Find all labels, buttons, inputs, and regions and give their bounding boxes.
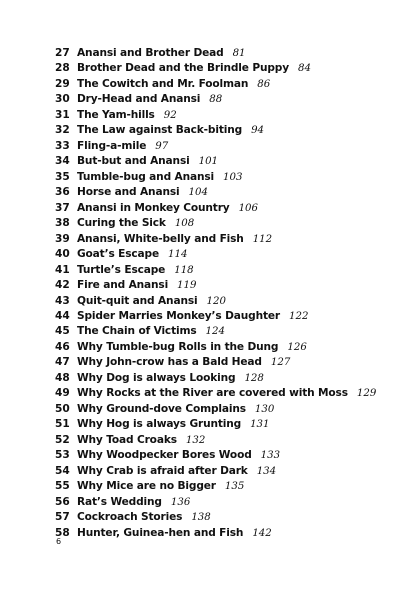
page-number: 138	[191, 512, 211, 524]
page-number: 127	[270, 357, 291, 369]
table-of-contents	[55, 47, 376, 542]
toc-entry	[55, 418, 376, 433]
toc-entry	[55, 403, 376, 418]
story-title: Why Ground-dove Complains	[77, 402, 246, 415]
story-title: Why Toad Croaks	[77, 433, 177, 446]
toc-entry	[55, 480, 376, 495]
story-title: Anansi in Monkey Country	[77, 201, 230, 214]
toc-entry	[55, 248, 376, 263]
page-number: 130	[254, 403, 275, 415]
story-number: 34	[55, 155, 70, 168]
story-number: 56	[55, 495, 70, 508]
story-title: Quit-quit and Anansi	[77, 294, 198, 307]
story-number: 55	[55, 480, 70, 493]
page-number: 106	[238, 202, 259, 214]
folio-page-number: 6	[56, 537, 62, 546]
story-number: 30	[55, 93, 70, 106]
story-number: 50	[55, 402, 70, 415]
toc-entry	[55, 310, 376, 325]
toc-entry	[55, 171, 376, 186]
toc-entry	[55, 356, 376, 371]
toc-entry	[55, 295, 376, 310]
page-number: 128	[244, 372, 264, 384]
story-title: Why Hog is always Grunting	[77, 418, 242, 431]
page-number: 134	[256, 465, 277, 477]
story-number: 28	[55, 62, 70, 75]
page-number: 136	[170, 496, 191, 508]
page-number: 126	[287, 341, 307, 353]
story-number: 44	[55, 309, 70, 322]
toc-entry	[55, 62, 376, 77]
story-number: 29	[55, 77, 70, 90]
story-number: 40	[55, 248, 70, 261]
toc-entry	[55, 109, 376, 124]
toc-entry	[55, 527, 376, 542]
page-number: 86	[257, 78, 271, 90]
story-title: Tumble-bug and Anansi	[77, 170, 215, 183]
story-number: 27	[55, 47, 70, 59]
page-number: 118	[174, 264, 194, 276]
story-title: Hunter, Guinea-hen and Fish	[77, 526, 244, 539]
toc-entry	[55, 93, 376, 108]
toc-entry	[55, 217, 376, 232]
page-number: 112	[252, 233, 273, 245]
page-number: 92	[163, 109, 177, 121]
story-title: Why Mice are no Bigger	[77, 480, 216, 493]
page-number: 103	[223, 171, 243, 183]
story-number: 33	[55, 139, 70, 152]
page-number: 119	[177, 280, 197, 292]
story-number: 37	[55, 201, 70, 214]
story-number: 36	[55, 186, 70, 199]
story-title: Rat’s Wedding	[77, 495, 162, 508]
story-title: The Cowitch and Mr. Foolman	[77, 77, 249, 90]
page-number: 122	[289, 310, 309, 322]
story-number: 42	[55, 279, 70, 292]
toc-entry	[55, 434, 376, 449]
story-number: 52	[55, 433, 70, 446]
story-title: Turtle’s Escape	[77, 263, 166, 276]
page-number: 94	[251, 125, 265, 137]
story-title: The Yam-hills	[77, 108, 155, 121]
toc-entry	[55, 47, 376, 62]
page-number: 132	[185, 434, 206, 446]
page-number: 114	[168, 249, 188, 261]
story-title: Anansi and Brother Dead	[77, 47, 224, 59]
story-number: 43	[55, 294, 70, 307]
story-title: Curing the Sick	[77, 217, 166, 230]
story-number: 49	[55, 387, 70, 400]
story-title: Why Rocks at the River are covered with Moss	[77, 387, 348, 400]
toc-entry	[55, 496, 376, 511]
toc-entry	[55, 449, 376, 464]
toc-entry	[55, 387, 376, 402]
story-title: The Law against Back-biting	[77, 124, 243, 137]
story-title: But-but and Anansi	[77, 155, 190, 168]
story-title: Goat’s Escape	[77, 248, 159, 261]
page-number: 97	[155, 140, 169, 152]
story-number: 45	[55, 325, 70, 338]
story-title: Why Dog is always Looking	[77, 371, 236, 384]
toc-entry	[55, 372, 376, 387]
story-number: 41	[55, 263, 70, 276]
page-number: 108	[174, 218, 195, 230]
toc-entry	[55, 233, 376, 248]
toc-entry	[55, 264, 376, 279]
story-title: Cockroach Stories	[77, 511, 183, 524]
toc-entry	[55, 155, 376, 170]
toc-entry	[55, 124, 376, 139]
story-title: The Chain of Victims	[77, 325, 197, 338]
page-number: 101	[198, 156, 219, 168]
page-number: 81	[232, 48, 246, 59]
story-number: 31	[55, 108, 70, 121]
story-number: 54	[55, 464, 70, 477]
story-title: Spider Marries Monkey’s Daughter	[77, 309, 280, 322]
toc-entry	[55, 140, 376, 155]
story-title: Why John-crow has a Bald Head	[77, 356, 262, 369]
toc-entry	[55, 465, 376, 480]
story-title: Anansi, White-belly and Fish	[77, 232, 244, 245]
toc-entry	[55, 511, 376, 526]
toc-entry	[55, 186, 376, 201]
story-title: Fire and Anansi	[77, 279, 169, 292]
toc-entry	[55, 279, 376, 294]
toc-entry	[55, 78, 376, 93]
toc-entry	[55, 341, 376, 356]
toc-entry	[55, 325, 376, 340]
story-title: Dry-Head and Anansi	[77, 93, 201, 106]
story-title: Brother Dead and the Brindle Puppy	[77, 62, 289, 75]
page-number: 133	[260, 450, 281, 462]
page-number: 129	[356, 388, 377, 400]
page-number: 120	[206, 295, 226, 307]
story-title: Why Crab is afraid after Dark	[77, 464, 248, 477]
story-number: 57	[55, 511, 70, 524]
page-number: 135	[224, 481, 245, 493]
story-number: 47	[55, 356, 70, 369]
story-title: Horse and Anansi	[77, 186, 180, 199]
page-number: 124	[205, 326, 225, 338]
story-number: 38	[55, 217, 70, 230]
toc-entry	[55, 202, 376, 217]
story-number: 46	[55, 340, 70, 353]
story-title: Why Tumble-bug Rolls in the Dung	[77, 340, 279, 353]
story-number: 48	[55, 371, 70, 384]
story-number: 39	[55, 232, 70, 245]
page-number: 104	[188, 187, 208, 199]
story-number: 58	[55, 526, 70, 539]
story-number: 51	[55, 418, 70, 431]
page-number: 84	[297, 63, 311, 75]
story-number: 32	[55, 124, 70, 137]
page-number: 131	[250, 419, 270, 431]
page-number: 142	[252, 527, 272, 539]
story-number: 35	[55, 170, 70, 183]
story-title: Why Woodpecker Bores Wood	[77, 449, 252, 462]
story-number: 53	[55, 449, 70, 462]
page-number: 88	[209, 94, 223, 106]
story-title: Fling-a-mile	[77, 139, 147, 152]
